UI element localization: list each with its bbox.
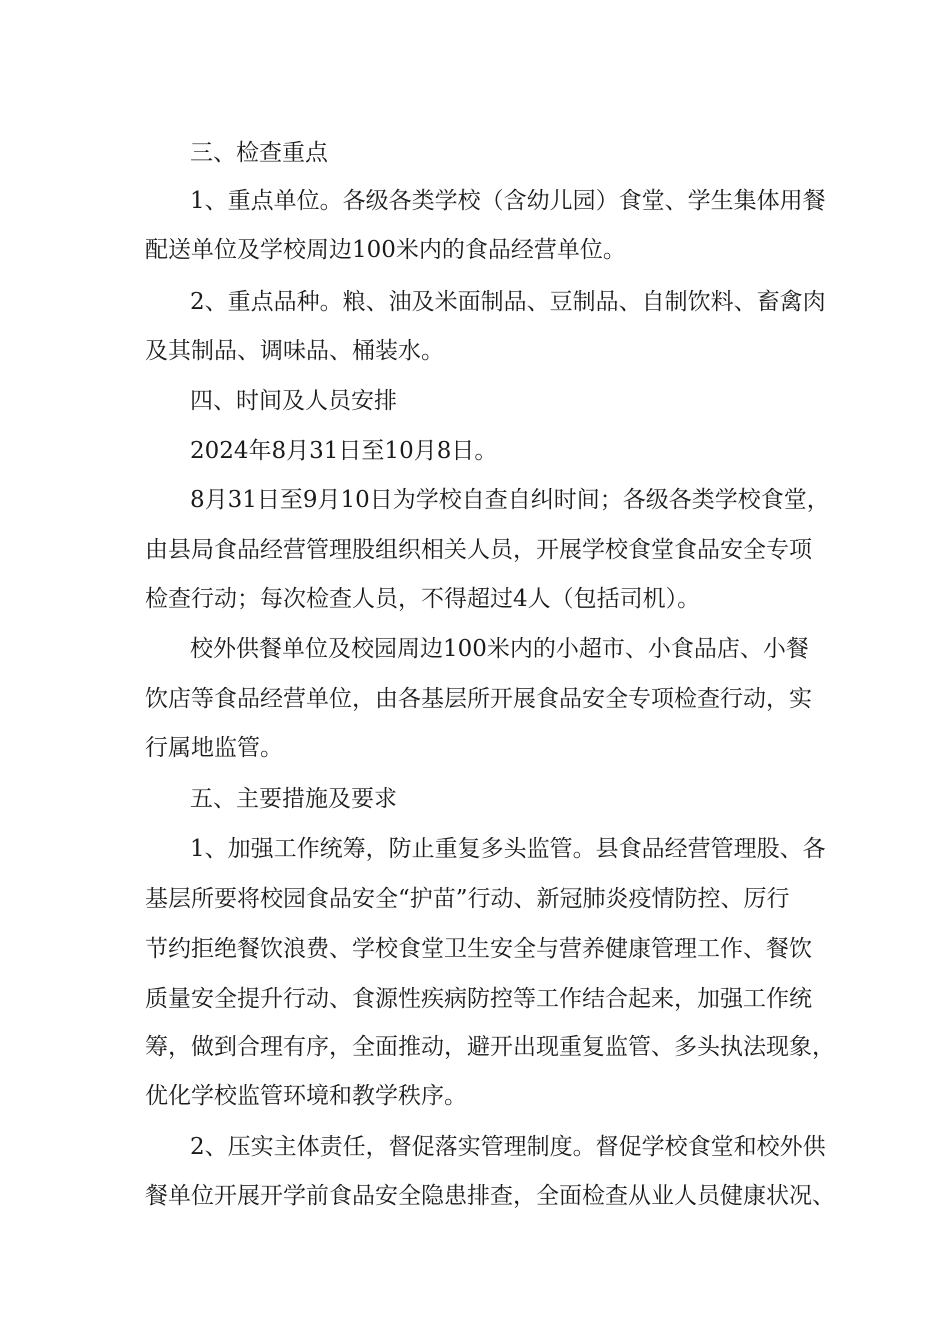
paragraph-line: 餐单位开展开学前食品安全隐患排查，全面检查从业人员健康状况、: [145, 1183, 835, 1209]
paragraph-line: 校外供餐单位及校园周边100米内的小超市、小食品店、小餐: [190, 636, 809, 662]
paragraph-line: 优化学校监管环境和教学秩序。: [145, 1083, 467, 1109]
paragraph-line: 基层所要将校园食品安全“护苗”行动、新冠肺炎疫情防控、厉行: [145, 886, 790, 912]
paragraph-line: 2024年8月31日至10月8日。: [190, 438, 498, 464]
paragraph-line: 及其制品、调味品、桶装水。: [145, 338, 444, 364]
paragraph-line: 1、重点单位。各级各类学校（含幼儿园）食堂、学生集体用餐: [190, 188, 826, 214]
paragraph-line: 1、加强工作统筹，防止重复多头监管。县食品经营管理股、各: [190, 836, 826, 862]
paragraph-line: 筹，做到合理有序，全面推动，避开出现重复监管、多头执法现象，: [145, 1034, 835, 1060]
paragraph-line: 节约拒绝餐饮浪费、学校食堂卫生安全与营养健康管理工作、餐饮: [145, 936, 812, 962]
paragraph-line: 2、重点品种。粮、油及米面制品、豆制品、自制饮料、畜禽肉: [190, 289, 826, 315]
paragraph-line: 由县局食品经营管理股组织相关人员，开展学校食堂食品安全专项: [145, 537, 812, 563]
paragraph-line: 检查行动；每次检查人员，不得超过4人（包括司机）。: [145, 586, 701, 612]
paragraph-line: 行属地监管。: [145, 735, 283, 761]
paragraph-line: 质量安全提升行动、食源性疾病防控等工作结合起来，加强工作统: [145, 986, 812, 1012]
paragraph-line: 配送单位及学校周边100米内的食品经营单位。: [145, 237, 626, 263]
paragraph-line: 饮店等食品经营单位，由各基层所开展食品安全专项检查行动，实: [145, 686, 812, 712]
paragraph-line: 8月31日至9月10日为学校自查自纠时间；各级各类学校食堂，: [190, 487, 830, 513]
section-heading: 五、主要措施及要求: [190, 786, 397, 812]
section-heading: 四、时间及人员安排: [190, 388, 397, 414]
section-heading: 三、检查重点: [190, 140, 328, 166]
paragraph-line: 2、压实主体责任，督促落实管理制度。督促学校食堂和校外供: [190, 1134, 826, 1160]
